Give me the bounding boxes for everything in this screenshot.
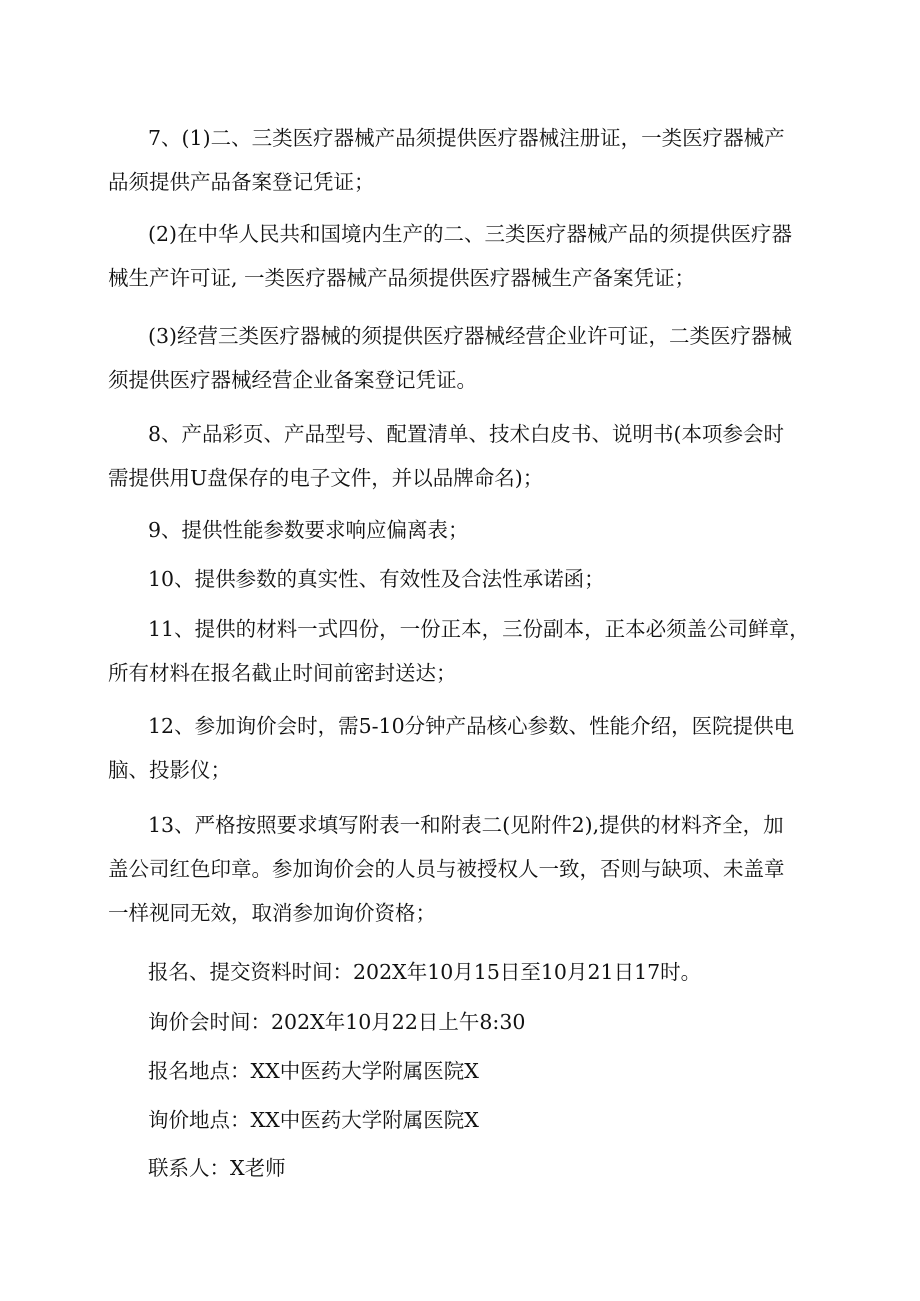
requirement-9 <box>108 508 820 552</box>
requirement-13 <box>108 803 820 935</box>
text-line: 盖公司红色印章。参加询价会的人员与被授权人一致，否则与缺项、未盖章 <box>108 857 785 881</box>
text-line: 7、(1)二、三类医疗器械产品须提供医疗器械注册证，一类医疗器械产 <box>148 126 785 150</box>
text-line: 械生产许可证, 一类医疗器械产品须提供医疗器械生产备案凭证； <box>108 266 696 290</box>
text-line: 一样视同无效，取消参加询价资格； <box>108 901 436 925</box>
requirement-12 <box>108 704 820 792</box>
text-line: (3)经营三类医疗器械的须提供医疗器械经营企业许可证，二类医疗器械 <box>148 324 793 348</box>
text-line: 须提供医疗器械经营企业备案登记凭证。 <box>108 368 477 392</box>
text-line: 10、提供参数的真实性、有效性及合法性承诺函； <box>148 567 605 591</box>
requirement-7-1 <box>108 116 820 204</box>
requirement-7-3 <box>108 314 820 402</box>
text-line: 12、参加询价会时，需5-10分钟产品核心参数、性能介绍，医院提供电 <box>148 714 795 738</box>
text-line: 9、提供性能参数要求响应偏离表； <box>148 518 469 542</box>
requirement-8 <box>108 412 820 500</box>
requirement-10 <box>108 557 820 601</box>
text-line: 需提供用U盘保存的电子文件，并以品牌命名)； <box>108 466 544 490</box>
text-line: 13、严格按照要求填写附表一和附表二(见附件2),提供的材料齐全，加 <box>148 813 784 837</box>
requirement-11 <box>108 607 820 695</box>
text-line: 脑、投影仪； <box>108 758 231 782</box>
registration-time: 报名、提交资料时间：202X年10月15日至10月21日17时。 <box>148 960 702 984</box>
text-line: 8、产品彩页、产品型号、配置清单、技术白皮书、说明书(本项参会时 <box>148 422 785 446</box>
text-line: 品须提供产品备案登记凭证； <box>108 170 375 194</box>
contact-person: 联系人：X老师 <box>148 1156 286 1180</box>
inquiry-location: 询价地点：XX中医药大学附属医院X <box>148 1108 479 1132</box>
inquiry-meeting-time: 询价会时间：202X年10月22日上午8:30 <box>148 1010 526 1034</box>
text-line: 所有材料在报名截止时间前密封送达； <box>108 661 457 685</box>
requirement-7-2 <box>108 212 820 300</box>
registration-location: 报名地点：XX中医药大学附属医院X <box>148 1059 479 1083</box>
text-line: 11、提供的材料一式四份，一份正本，三份副本，正本必须盖公司鲜章， <box>148 617 810 641</box>
text-line: (2)在中华人民共和国境内生产的二、三类医疗器械产品的须提供医疗器 <box>148 222 793 246</box>
